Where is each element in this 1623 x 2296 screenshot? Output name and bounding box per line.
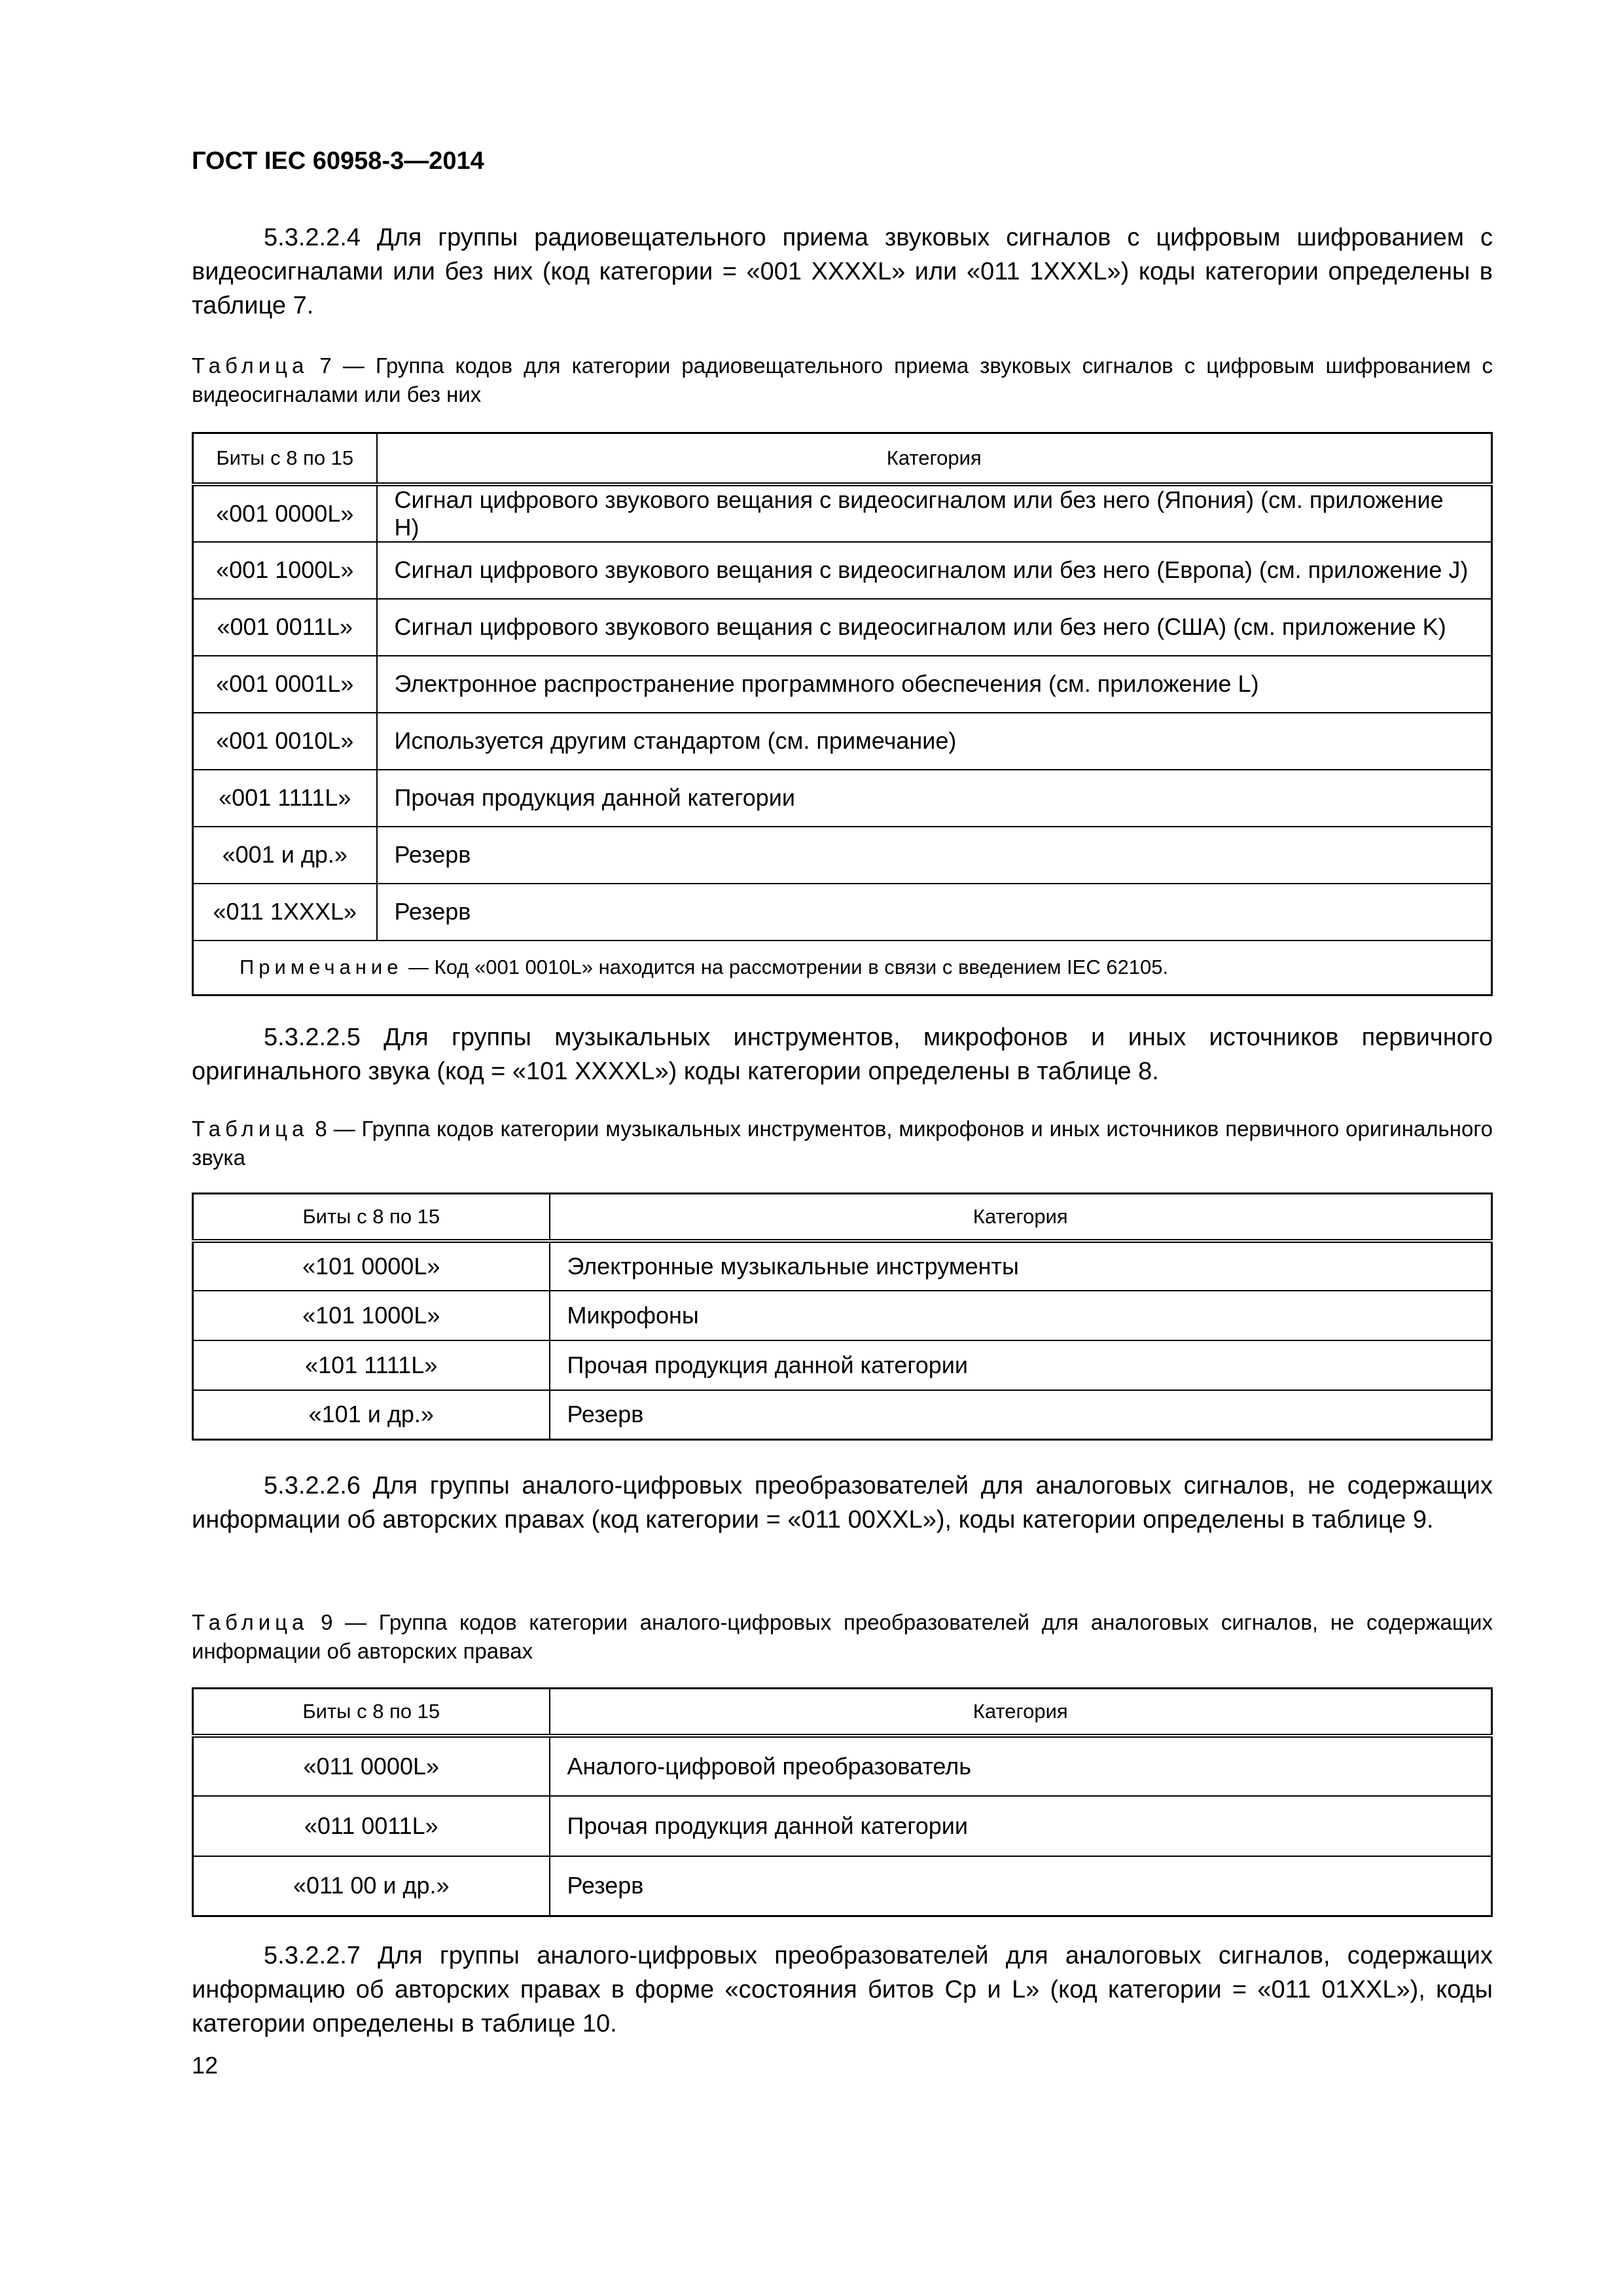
code-cell: «101 1111L» — [193, 1340, 550, 1390]
table-7-caption — [192, 351, 1493, 409]
category-cell: Резерв — [377, 884, 1492, 941]
header-cell-category: Категория — [550, 1689, 1492, 1736]
note-text: — Код «001 0010L» находится на рассмотрении в связи с введением IEC 62105. — [402, 956, 1169, 979]
code-cell: «011 00 и др.» — [193, 1856, 550, 1916]
page-number: 12 — [192, 2052, 219, 2079]
table-row — [193, 1241, 1492, 1291]
header-cell-bits: Биты с 8 по 15 — [193, 1194, 550, 1241]
header-cell-category: Категория — [377, 433, 1492, 484]
table-header-row — [193, 1689, 1492, 1736]
table-7 — [192, 432, 1493, 996]
code-cell: «001 и др.» — [193, 827, 377, 884]
table-row — [193, 542, 1492, 599]
category-cell: Сигнал цифрового звукового вещания с видеосигналом или без него (США) (см. приложение K) — [377, 599, 1492, 656]
code-cell: «001 0000L» — [193, 484, 377, 542]
category-cell: Резерв — [377, 827, 1492, 884]
table-8 — [192, 1193, 1493, 1441]
table-9-caption — [192, 1608, 1493, 1666]
category-cell: Электронное распространение программного обеспечения (см. приложение L) — [377, 656, 1492, 713]
table-row — [193, 1796, 1492, 1856]
table-9-caption-text: 9 — Группа кодов категории аналого-цифровых преобразователей для аналоговых сигналов, не содержащих информации об авторских правах — [192, 1610, 1493, 1663]
table-row — [193, 884, 1492, 941]
category-cell: Аналого-цифровой преобразователь — [550, 1736, 1492, 1796]
category-cell: Электронные музыкальные инструменты — [550, 1241, 1492, 1291]
header-cell-category: Категория — [550, 1194, 1492, 1241]
table-note — [193, 941, 1492, 996]
category-cell: Прочая продукция данной категории — [377, 770, 1492, 827]
note-word: Примечание — [240, 956, 403, 979]
code-cell: «011 1XXXL» — [193, 884, 377, 941]
paragraph-5-3-2-2-6: 5.3.2.2.6 Для группы аналого-цифровых преобразователей для аналоговых сигналов, не содержащих информации об авторских правах (код категории = «011 00XXL»), коды категории определены в таблице 9. — [192, 1472, 1493, 1534]
code-cell: «001 1000L» — [193, 542, 377, 599]
paragraph-5-3-2-2-7: 5.3.2.2.7 Для группы аналого-цифровых преобразователей для аналоговых сигналов, содержащих информацию об авторских правах в форме «состояния битов Cp и L» (код категории = «011 01XXL»), коды категории определены в таблице 10. — [192, 1942, 1493, 2037]
table-9-caption-word: Таблица — [192, 1610, 309, 1634]
category-cell: Микрофоны — [550, 1291, 1492, 1340]
table-row — [193, 1390, 1492, 1440]
code-cell: «011 0000L» — [193, 1736, 550, 1796]
table-row — [193, 827, 1492, 884]
table-8-caption — [192, 1115, 1493, 1172]
category-cell: Используется другим стандартом (см. примечание) — [377, 713, 1492, 770]
code-cell: «101 1000L» — [193, 1291, 550, 1340]
header-cell-bits: Биты с 8 по 15 — [193, 433, 377, 484]
category-cell: Резерв — [550, 1390, 1492, 1440]
category-cell: Резерв — [550, 1856, 1492, 1916]
paragraph-5-3-2-2-5: 5.3.2.2.5 Для группы музыкальных инструментов, микрофонов и иных источников первичного оригинального звука (код = «101 XXXXL») коды категории определены в таблице 8. — [192, 1024, 1493, 1085]
table-row — [193, 713, 1492, 770]
table-8-caption-word: Таблица — [192, 1117, 309, 1141]
code-cell: «001 1111L» — [193, 770, 377, 827]
table-row — [193, 1736, 1492, 1796]
table-row — [193, 484, 1492, 542]
code-cell: «001 0001L» — [193, 656, 377, 713]
code-cell: «001 0010L» — [193, 713, 377, 770]
table-row — [193, 599, 1492, 656]
table-9 — [192, 1687, 1493, 1917]
table-row — [193, 1340, 1492, 1390]
table-row — [193, 1856, 1492, 1916]
category-cell: Прочая продукция данной категории — [550, 1340, 1492, 1390]
table-7-caption-word: Таблица — [192, 353, 309, 378]
table-row — [193, 1291, 1492, 1340]
code-cell: «001 0011L» — [193, 599, 377, 656]
code-cell: «101 0000L» — [193, 1241, 550, 1291]
table-header-row — [193, 433, 1492, 484]
category-cell: Прочая продукция данной категории — [550, 1796, 1492, 1856]
category-cell: Сигнал цифрового звукового вещания с видеосигналом или без него (Япония) (см. приложение H) — [377, 484, 1492, 542]
document-header: ГОСТ IEC 60958-3—2014 — [192, 147, 484, 175]
paragraph-5-3-2-2-4: 5.3.2.2.4 Для группы радиовещательного приема звуковых сигналов с цифровым шифрованием с видеосигналами или без них (код категории = «001 XXXXL» или «011 1XXXL») коды категории определены в таблице 7. — [192, 224, 1493, 319]
code-cell: «011 0011L» — [193, 1796, 550, 1856]
table-7-caption-text: 7 — Группа кодов для категории радиовещательного приема звуковых сигналов с цифровым шифрованием с видеосигналами или без них — [192, 353, 1493, 406]
table-row — [193, 770, 1492, 827]
table-note-row — [193, 941, 1492, 996]
table-header-row — [193, 1194, 1492, 1241]
table-8-caption-text: 8 — Группа кодов категории музыкальных инструментов, микрофонов и иных источников первичного оригинального звука — [192, 1117, 1493, 1170]
category-cell: Сигнал цифрового звукового вещания с видеосигналом или без него (Европа) (см. приложение J) — [377, 542, 1492, 599]
header-cell-bits: Биты с 8 по 15 — [193, 1689, 550, 1736]
code-cell: «101 и др.» — [193, 1390, 550, 1440]
table-row — [193, 656, 1492, 713]
